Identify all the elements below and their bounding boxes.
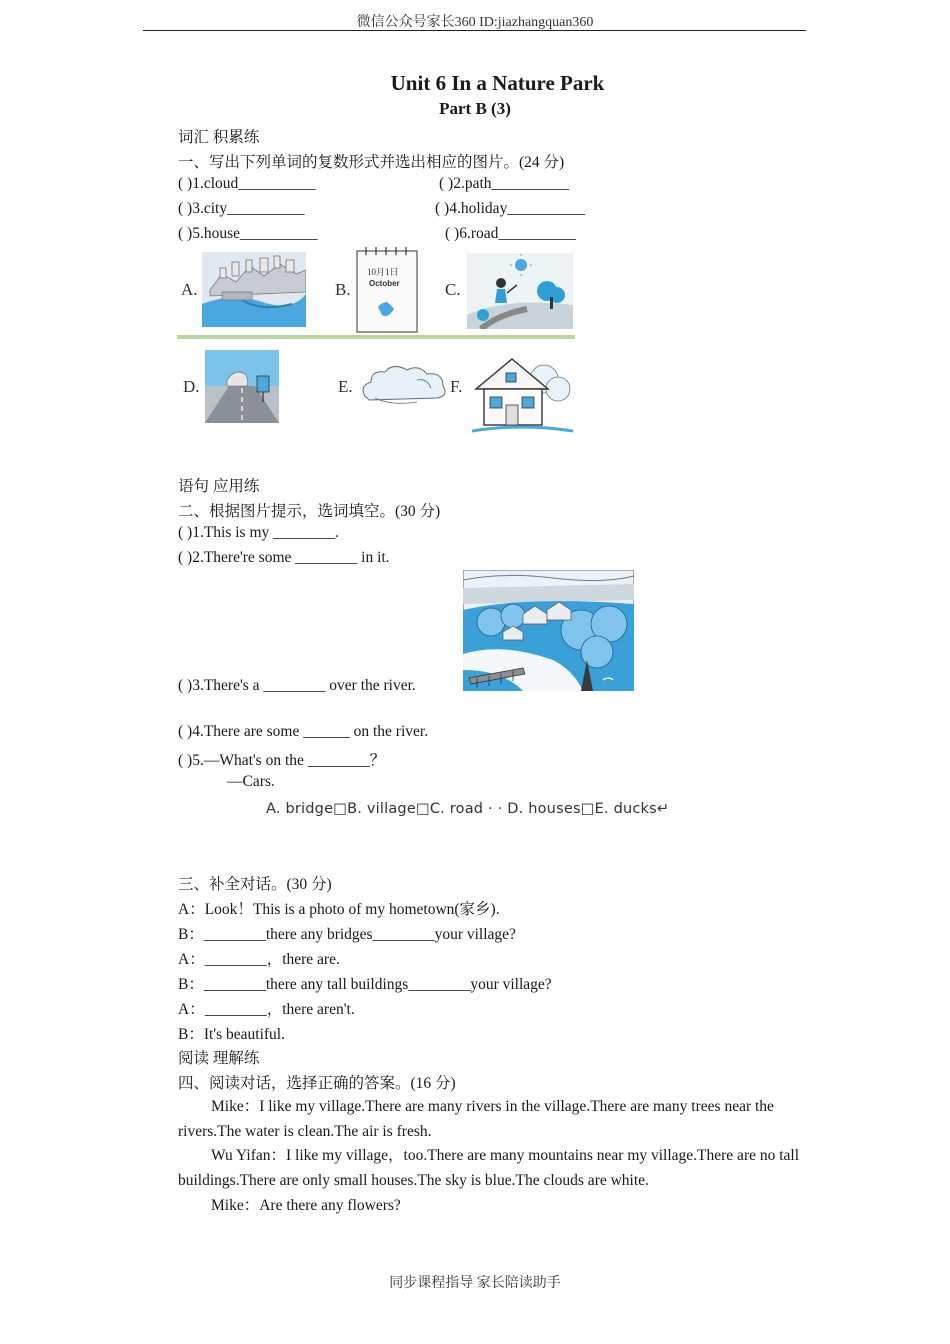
- part2-item-4: ( )4.There are some ______ on the river.: [178, 723, 429, 740]
- cloud-picture-icon: [357, 362, 449, 406]
- dialogue-line-6: B：It's beautiful.: [178, 1026, 285, 1043]
- dialogue-line-5: A：________，there aren't.: [178, 1001, 355, 1018]
- part2-heading: 二、根据图片提示，选词填空。(30 分): [178, 503, 441, 520]
- dialogue-line-4: B：________there any tall buildings________your village?: [178, 976, 552, 993]
- dialogue-line-1: A：Look！This is a photo of my hometown(家乡).: [178, 901, 500, 918]
- city-picture-icon: [202, 252, 306, 327]
- dialogue-line-2: B：________there any bridges________your village?: [178, 926, 516, 943]
- picture-letter-b: B.: [335, 280, 351, 299]
- page-subtitle: Part B (3): [439, 99, 511, 118]
- part2-item-2: ( )2.There're some ________ in it.: [178, 549, 390, 566]
- picture-letter-e: E.: [338, 377, 353, 396]
- picture-letter-c: C.: [445, 280, 461, 299]
- part1-heading: 一、写出下列单词的复数形式并选出相应的图片。(24 分): [178, 154, 565, 171]
- page-header: 微信公众号家长360 ID:jiazhangquan360: [356, 15, 594, 30]
- part1-item-6: ( )6.road__________: [445, 225, 576, 242]
- part2-item-3: ( )3.There's a ________ over the river.: [178, 677, 416, 694]
- reading-paragraph-2: Wu Yifan：I like my village，too.There are many mountains near my village.There are no tall buildings.There are only small houses.The sky is blue.The clouds are white.: [178, 1147, 800, 1189]
- reading-paragraph-1: Mike：I like my village.There are many rivers in the village.There are many trees near the rivers.The water is clean.The air is fresh.: [178, 1098, 774, 1140]
- calendar-date-text: 10月1日: [367, 267, 399, 277]
- part1-item-4: ( )4.holiday__________: [435, 200, 585, 217]
- part2-answer-line: —Cars.: [227, 773, 275, 790]
- calendar-picture-icon: [356, 247, 418, 333]
- calendar-month-text: October: [369, 279, 400, 288]
- part1-item-1: ( )1.cloud__________: [178, 175, 316, 192]
- part2-item-1: ( )1.This is my ________.: [178, 524, 340, 541]
- part3-heading: 三、补全对话。(30 分): [178, 876, 332, 893]
- section-vocab-label: 词汇 积累练: [178, 129, 260, 146]
- path-picture-icon: [467, 253, 573, 329]
- village-river-picture-icon: [463, 570, 634, 691]
- dialogue-line-3: A：________，there are.: [178, 951, 340, 968]
- part1-item-5: ( )5.house__________: [178, 225, 318, 242]
- part1-item-2: ( )2.path__________: [439, 175, 570, 192]
- picture-letter-f: F.: [450, 377, 463, 396]
- part2-word-options: A. bridge□B. village□C. road · · D. houses□E. ducks↵: [266, 801, 670, 817]
- part4-heading: 四、阅读对话，选择正确的答案。(16 分): [178, 1075, 456, 1092]
- header-rule: [143, 30, 806, 31]
- house-picture-icon: [472, 353, 573, 435]
- picture-divider: [177, 335, 575, 339]
- section-reading-label: 阅读 理解练: [178, 1050, 260, 1067]
- section-sentence-label: 语句 应用练: [178, 478, 260, 495]
- page-footer: 同步课程指导 家长陪读助手: [389, 1276, 561, 1291]
- road-picture-icon: [205, 350, 279, 423]
- picture-letter-a: A.: [181, 280, 198, 299]
- picture-letter-d: D.: [183, 377, 200, 396]
- page-title: Unit 6 In a Nature Park: [390, 71, 605, 95]
- part1-item-3: ( )3.city__________: [178, 200, 305, 217]
- part2-item-5: ( )5.—What's on the ________？: [178, 752, 386, 769]
- reading-paragraph-3: Mike：Are there any flowers?: [211, 1197, 401, 1214]
